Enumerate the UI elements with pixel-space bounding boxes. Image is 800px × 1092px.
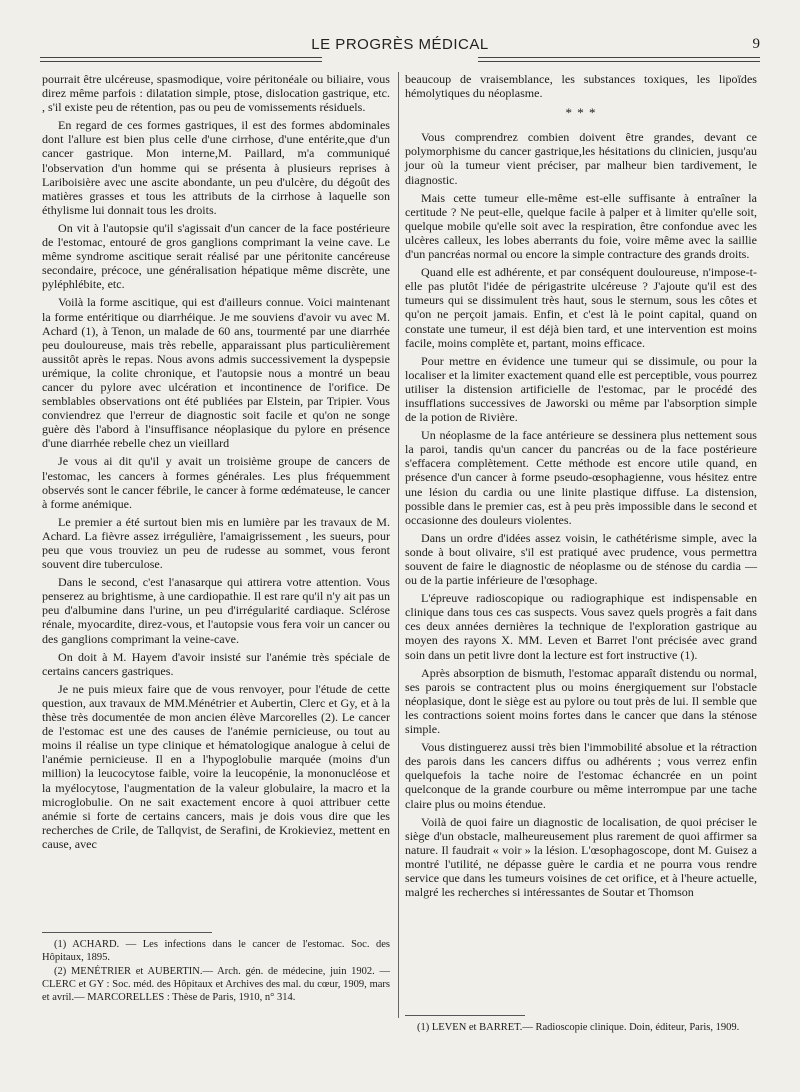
paragraph: On vit à l'autopsie qu'il s'agissait d'un cancer de la face postérieure de l'estomac, entouré de gros ganglions comprimant la veine cave. Le même syndrome ascitique serait réalisé par une péritonite cancéreuse secondaire, précoce, une généralisation hépatique même discrète, une pyléphlébite, etc. — [42, 220, 390, 292]
paragraph: Après absorption de bismuth, l'estomac apparaît distendu ou normal, ses parois se contractent plus ou moins énergiquement sur l'obstacle néoplasique, dont le siège est au pylore ou tout près de lui. Il semble que les contractions soient moins fortes dans le cancer que dans la sténose simple. — [405, 665, 757, 737]
page-number: 9 — [752, 36, 760, 52]
paragraph: Vous comprendrez combien doivent être grandes, devant ce polymorphisme du cancer gastrique,les hésitations du clinicien, jusqu'au jour où la tumeur vient préciser, par malheur bien tardivement, le diagnostic. — [405, 130, 757, 187]
paragraph: Dans le second, c'est l'anasarque qui attirera votre attention. Vous penserez au brightisme, à une cardiopathie. Il est rare qu'il n'y ait pas un peu d'albumine dans l'urine, un peu d'irrégularité cardiaque. Sclérose rénale, myocardite, direz-vous, et l'autopsie vous fera voir un cancer ou des ganglions comprimant la veine-cave. — [42, 575, 390, 646]
paragraph: On doit à M. Hayem d'avoir insisté sur l'anémie très spéciale de certains cancers gastriques. — [42, 649, 390, 678]
column-divider — [398, 72, 399, 1018]
paragraph: Mais cette tumeur elle-même est-elle suffisante à entraîner la certitude ? Ne peut-elle, quelque facile à palper et à limiter qu'elle soit, quelque mobile qu'elle soit avec la respiration, être confondue avec les ulcères calleux, les lobes aberrants du foie, voire même avec la saillie d'un pancréas normal ou encore la simple contracture des grands droits. — [405, 190, 757, 262]
footnote-rule — [42, 932, 212, 933]
paragraph: Quand elle est adhérente, et par conséquent douloureuse, n'impose-t-elle pas plutôt l'idée de périgastrite ulcéreuse ? J'ajoute qu'il est des tumeurs qui se dissimulent très haut, sous le sternum, sous les côtes et qu'on ne perçoit jamais. Enfin, et c'est là le point capital, quand on constate une tumeur, il est déjà bien tard, et une intervention est moins facile, moins complète et, partant, moins efficace. — [405, 265, 757, 350]
paragraph: Voilà de quoi faire un diagnostic de localisation, de quoi préciser le siège d'un obstacle, malheureusement plus rarement de quoi affirmer sa nature. Il faudrait « voir » la lésion. L'œsophagoscope, dont M. Guisez a montré l'utilité, ne dépasse guère le cardia et ne pourra vous rendre service que dans les tumeurs voisines de cet orifice, et à l'heure actuelle, malgré les recherches si intéressantes de Soutar et Thomson — [405, 814, 757, 900]
header-rule-right — [478, 57, 760, 62]
footnote-rule — [405, 1015, 525, 1016]
paragraph: beaucoup de vraisemblance, les substances toxiques, les lipoïdes hémolytiques du néoplasme. — [405, 72, 757, 101]
footnote: (2) MENÉTRIER et AUBERTIN.— Arch. gén. de médecine, juin 1902. — CLERC et GY : Soc. méd. des Hôpitaux et Archives des mal. du cœur, 1909, mars et avril.— MARCORELLES : Thèse de Paris, 1910, n° 314. — [42, 966, 390, 1003]
paragraph: Un néoplasme de la face antérieure se dessinera plus nettement sous la paroi, tandis qu'un cancer du pancréas ou de la face postérieure s'effacera complètement. Cette méthode est encore utile quand, en présence d'un cancer à forme pseudo-œsophagienne, vous hésitez entre une lésion du cardia ou une linite plastique diffuse. La distension, possible dans le premier cas, est à peu près impossible dans le second et occasionne des douleurs violentes. — [405, 428, 757, 527]
asterism: * * * — [565, 105, 597, 121]
paragraph: Dans un ordre d'idées assez voisin, le cathétérisme simple, avec la sonde à bout olivaire, s'il est pratiqué avec prudence, vous permettra souvent de faire le diagnostic de néoplasme ou de sténose du cardia — ou de la partie inférieure de l'œsophage. — [405, 530, 757, 588]
page-header — [40, 36, 760, 56]
footnote: (1) LEVEN et BARRET.— Radioscopie clinique. Doin, éditeur, Paris, 1909. — [417, 1022, 740, 1033]
header-rule-left — [40, 57, 322, 62]
right-column — [405, 72, 757, 903]
paragraph: pourrait être ulcéreuse, spasmodique, voire péritonéale ou biliaire, vous direz même parfois : dilatation simple, ptose, dislocation gastrique, etc. , s'il existe peu de rétention, pas ou peu de vomissements résiduels. — [42, 72, 390, 115]
right-footnotes — [405, 1005, 757, 1035]
paragraph: L'épreuve radioscopique ou radiographique est indispensable en clinique dans tous ces cas suspects. Vous savez quels progrès a fait dans ces deux années dernières la technique de l'exploration gastrique au moyen des rayons X. MM. Leven et Barret l'ont précisée avec grand soin dans un petit livre dont la lecture est fort instructive (1). — [405, 591, 757, 662]
paragraph: En regard de ces formes gastriques, il est des formes abdominales dont l'allure est bien plus celle d'une cirrhose, d'une entérite,que d'un cancer gastrique. Mon interne,M. Paillard, m'a communiqué l'observation d'un homme qui se présenta à plusieurs reprises à Lariboisière avec une ascite abondante, un peu d'ulcère, du dégoût des matières grasses et tous les attributs de la cirrhose à laquelle son éthylisme lui donnait tous les droits. — [42, 118, 390, 217]
footnote: (1) ACHARD. — Les infections dans le cancer de l'estomac. Soc. des Hôpitaux, 1895. — [42, 939, 390, 963]
paragraph: Je vous ai dit qu'il y avait un troisième groupe de cancers de l'estomac, les cancers à formes générales. Les plus fréquemment observés sont le cancer fébrile, le cancer à forme œdémateuse, le cancer à forme anémique. — [42, 454, 390, 511]
paragraph: Le premier a été surtout bien mis en lumière par les travaux de M. Achard. La fièvre assez irrégulière, l'amaigrissement , les sueurs, pour peu que vous trouviez un peu de rudesse au sommet, vous feront souvent dire tuberculose. — [42, 514, 390, 572]
paragraph: Pour mettre en évidence une tumeur qui se dissimule, ou pour la localiser et la limiter exactement quand elle est perceptible, vous pourrez utiliser la distension artificielle de l'estomac, par le procédé des insufflations successives de Jaworski ou même par l'absorption simple de la potion de Rivière. — [405, 353, 757, 425]
running-title: LE PROGRÈS MÉDICAL — [311, 36, 489, 53]
left-column — [42, 72, 390, 855]
paragraph: Voilà la forme ascitique, qui est d'ailleurs connue. Voici maintenant la forme entéritique ou diarrhéique. Je me souviens d'avoir vu avec M. Achard (1), à Tenon, un malade de 60 ans, tourmenté par une diarrhée peu douloureuse, mais très rebelle, apparaissant plus particulièrement aussitôt après le repas. Nous avons admis successivement la dyspepsie urémique, la colite chronique, et l'autopsie nous a montré un beau cancer du pylore avec ulcération et incontinence de l'orifice. De semblables observations ont été publiées par Elstein, par Tripier. Vous conviendrez que l'erreur de diagnostic soit facile et qu'on ne songe guère dès l'abord à l'insuffisance néoplasique du pylore en présence d'une diarrhée rebelle chez un vieillard — [42, 295, 390, 451]
paragraph: Je ne puis mieux faire que de vous renvoyer, pour l'étude de cette question, aux travaux de MM.Ménétrier et Aubertin, Clerc et Gy, et à la thèse très documentée de mon ancien élève Marcorelles (2). Le cancer de l'estomac est une des causes de l'anémie pernicieuse, ou tout au moins il réalise un type clinique et hématologique analogue à celui de l'anémie pernicieuse. Il en a l'hypoglobulie marquée (moins d'un million) la leucocytose faible, voire la leucopénie, la mononucléose et la myélocytose, l'augmentation de la valeur globulaire, la macro et la microglobulie. On ne sait exactement encore à quoi attribuer cette anémie si forte de certains cancers, mais je dois vous dire que les recherches de Crile, de Tallqvist, de Serafini, de Krokieviez, mettent en cause, avec — [42, 681, 390, 851]
paragraph: Vous distinguerez aussi très bien l'immobilité absolue et la rétraction des parois dans les cancers diffus ou adhérents ; vous verrez enfin quelquefois la tache noire de l'estomac échancrée en un point quelconque de la grande courbure ou même interrompue par une tache claire plus ou moins étendue. — [405, 740, 757, 811]
left-footnotes — [42, 922, 390, 1005]
